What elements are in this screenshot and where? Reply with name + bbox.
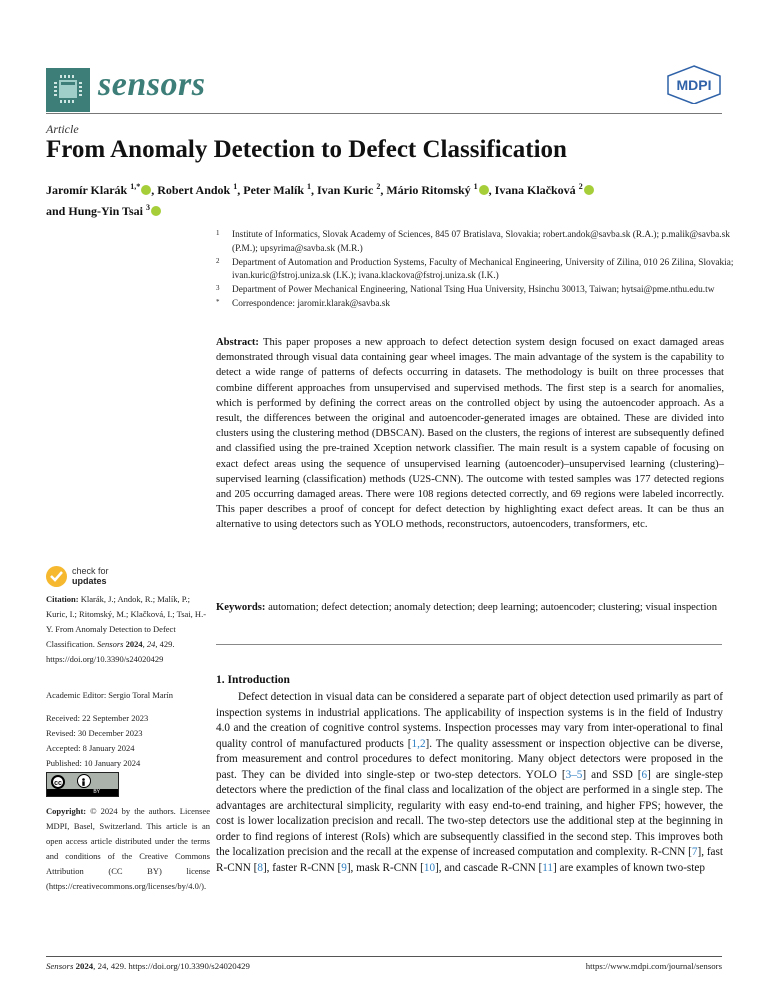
keywords-text: automation; defect detection; anomaly detection; deep learning; autoencoder; clustering; visual inspection xyxy=(268,602,717,613)
section-divider xyxy=(216,644,722,645)
date-received: Received: 22 September 2023 xyxy=(46,713,149,723)
keywords xyxy=(216,600,724,615)
journal-logo-icon xyxy=(46,68,90,112)
svg-text:MDPI: MDPI xyxy=(676,77,712,93)
orcid-icon[interactable] xyxy=(151,206,161,216)
author[interactable]: Mário Ritomský xyxy=(386,183,471,197)
footer-citation: Sensors 2024, 24, 429. https://doi.org/10.3390/s24020429 xyxy=(46,961,250,971)
intro-text: ], and cascade R-CNN [ xyxy=(435,861,543,874)
abstract-text: This paper proposes a new approach to defect detection system design focused on exact damaged areas demonstrated through visual data containing gear wheel images. The main advantage of the system is the capability to detect a wide range of patterns of defects occurring in datasets. The methodology is built on three processes that combine different approaches from unsupervised and supervised methods. The first step is a search for anomalies, which is performed by defining the correct areas on the controlled object by using the autoencoder approach. As a result, the differences between the original and autoencoder-generated images are obtained. These are divided into clusters using the clustering method (DBSCAN). Based on the clusters, the regions of interest are subsequently defined and classified using the pre-trained Xception network classifier. The main result is a system capable of focusing on exact defect areas using the sequence of unsupervised learning (autoencoder)–unsupervised learning (clustering)–supervised learning (classification) methods (U2S-CNN). The outcome with tested samples was 177 detected regions and 205 occurring damaged areas. There were 108 regions detected correctly, and 69 regions were labeled incorrectly. This paper describes a proof of concept for defect detection by highlighting exact defect areas. It can be thus an alternative to using detectors such as YOLO methods, reconstructors, autoencoders, transformers, etc. xyxy=(216,337,724,531)
header-divider xyxy=(46,113,722,114)
paper-title: From Anomaly Detection to Defect Classification xyxy=(46,136,567,163)
section-heading: 1. Introduction xyxy=(216,674,290,686)
copyright: Copyright: © 2024 by the authors. Licensee MDPI, Basel, Switzerland. This article is an open access article distributed under the terms and conditions of the Creative Commons Attribution (CC BY) license (https://creativecommons.org/licenses/by/4.0/). xyxy=(46,806,210,891)
citation-ref-link[interactable]: 9 xyxy=(341,861,347,874)
author[interactable]: Hung-Yin Tsai xyxy=(68,204,143,218)
intro-text: ]. The quality assessment or inspection objective can be diverse, from measurement and control procedures to defect monitoring. Many object detectors were proposed in the past. They can be divided into single-step or two-step detectors. YOLO [ xyxy=(216,737,723,781)
mdpi-logo-icon[interactable] xyxy=(662,64,726,104)
orcid-icon[interactable] xyxy=(141,185,151,195)
abstract-label: Abstract: xyxy=(216,337,259,348)
author[interactable]: Peter Malík xyxy=(243,183,304,197)
intro-text: ], mask R-CNN [ xyxy=(346,861,424,874)
affiliation-item: 1 Institute of Informatics, Slovak Academy of Sciences, 845 07 Bratislava, Slovakia; robert.andok@savba.sk (R.A.); p.malik@savba.sk (P.M.); upsyrima@savba.sk (M.R.) xyxy=(216,229,730,254)
keywords-label: Keywords: xyxy=(216,602,266,613)
date-accepted: Accepted: 8 January 2024 xyxy=(46,743,135,753)
academic-editor: Academic Editor: Sergio Toral Marín xyxy=(46,690,174,700)
affiliations xyxy=(216,229,736,312)
footer-doi-link[interactable]: , 24, 429. https://doi.org/10.3390/s24020429 xyxy=(93,961,250,971)
attribution-person-icon xyxy=(77,774,91,788)
intro-text: Defect detection in visual data can be considered a separate part of object detection used primarily as part of inspection systems in industrial applications. The applicability of inspection systems is in the field of Industry 4.0 and the creation of cognitive control systems. Inspection processes may vary from inter-operational to final quality control of manufactured products [ xyxy=(216,691,723,750)
intro-text: ], fast R-CNN [ xyxy=(216,846,723,874)
citation-ref-link[interactable]: 11 xyxy=(542,861,554,874)
intro-text: ] and SSD [ xyxy=(582,768,642,781)
orcid-icon[interactable] xyxy=(479,185,489,195)
correspondence: * Correspondence: jaromir.klarak@savba.sk xyxy=(216,297,391,309)
citation-doi-link[interactable]: , 429. https://doi.org/10.3390/s24020429 xyxy=(46,639,175,664)
citation-ref-link[interactable]: 7 xyxy=(691,846,698,858)
journal-name: sensors xyxy=(98,66,206,103)
article-type: Article xyxy=(46,122,79,136)
affiliation-item: 3 Department of Power Mechanical Engineering, National Tsing Hua University, Hsinchu 30013, Taiwan; hytsai@pme.nthu.edu.tw xyxy=(216,284,715,296)
check-for-updates-badge[interactable]: check for updates xyxy=(46,564,146,590)
date-revised: Revised: 30 December 2023 xyxy=(46,728,143,738)
intro-text: ] are single-step detectors where the prediction of the final class and localization of the object are performed in a single step. The advantages are architectural simplicity, regularity with easy end-to-end training, and higher FPS; however, the cost is lower localization precision and recall. The two-step detectors use the additional step at the beginning in order to find regions of interest (RoIs) which are subsequently classified in the second step. This improves both the localization precision and the recall at the expense of increased computation and complexity. R-CNN [ xyxy=(216,768,723,858)
author[interactable]: Ivan Kuric xyxy=(317,183,374,197)
orcid-icon[interactable] xyxy=(584,185,594,195)
date-published: Published: 10 January 2024 xyxy=(46,758,141,768)
intro-text: ] are examples of known two-step xyxy=(553,861,705,874)
footer-journal-url[interactable]: https://www.mdpi.com/journal/sensors xyxy=(585,961,722,971)
citation-ref-link[interactable]: 8 xyxy=(257,861,263,874)
introduction-body xyxy=(216,690,723,876)
author[interactable]: Jaromír Klarák xyxy=(46,183,128,197)
intro-text: ], faster R-CNN [ xyxy=(262,861,342,874)
citation-ref-link[interactable]: 1,2 xyxy=(411,737,426,750)
cc-icon: cc xyxy=(51,775,65,789)
checkmark-icon xyxy=(46,566,67,587)
footer-divider xyxy=(46,956,722,957)
author-list: Jaromír Klarák $^{1,*}$ , Robert Andok $^1$, Peter Malík $^1$, Ivan Kuric $^2$, Mário Ritomský $^1$ , Ivana Klačková $^2$ and Hung-Yin Tsai $^3$ xyxy=(46,178,736,220)
citation: Citation: Klarák, J.; Andok, R.; Malík, P.; Kuric, I.; Ritomský, M.; Klačková, I.; Tsai, H.-Y. From Anomaly Detection to Defect Classification. Sensors 2024, 24, 429. https://doi.org/10.3390/s24020429 xyxy=(46,594,207,664)
author[interactable]: Robert Andok xyxy=(157,183,231,197)
author[interactable]: Ivana Klačková xyxy=(494,183,576,197)
citation-ref-link[interactable]: 10 xyxy=(423,861,436,874)
cc-by-license-icon[interactable]: cc BY xyxy=(46,772,119,797)
citation-ref-link[interactable]: 3–5 xyxy=(565,768,583,781)
affiliation-item: 2 Department of Automation and Production Systems, Faculty of Mechanical Engineering, University of Zilina, 010 26 Zilina, Slovakia; ivan.kuric@fstroj.uniza.sk (I.K.); ivana.klackova@fstroj.uniza.sk (I.K.) xyxy=(216,256,734,282)
citation-ref-link[interactable]: 6 xyxy=(641,768,648,781)
abstract xyxy=(216,335,724,533)
